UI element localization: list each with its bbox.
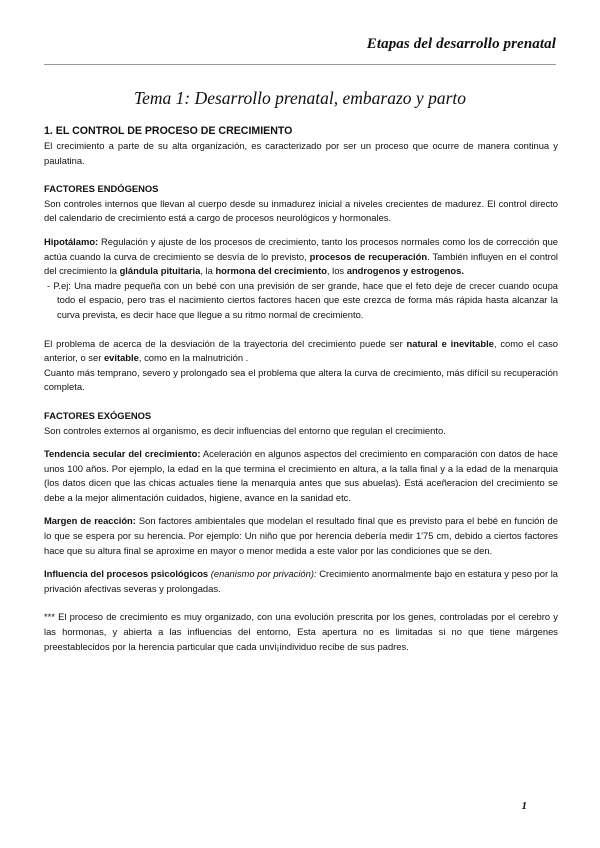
text-run: . También influyen en el control del crecimiento la <box>44 250 558 277</box>
header-divider <box>44 64 556 65</box>
term-label: Margen de reacción: <box>44 515 136 527</box>
section-heading: 1. EL CONTROL DE PROCESO DE CRECIMIENTO <box>44 125 293 137</box>
subheading-endogenos: FACTORES ENDÓGENOS <box>44 183 159 195</box>
text-run: Son factores ambientales que modelan el resultado final que es previsto para el bebé en función de lo que se espera por su herencia. Por ejemplo: Un niño que por herencia debería medir 1'75 cm, debido a ciertos factores hace que su altura final se aproxime en mayor o menor medida a este valor por las condiciones que se den. <box>44 515 558 556</box>
term-label: Tendencia secular del crecimiento: <box>44 448 201 460</box>
term-emphasis: natural e inevitable <box>406 337 494 349</box>
term-emphasis: glándula pituitaria <box>119 265 201 277</box>
hipotalamo-paragraph <box>44 235 558 279</box>
text-run: , como el caso anterior, o ser <box>44 337 558 364</box>
summary-note: *** El proceso de crecimiento es muy organizado, con una evolución prescrita por los genes, controladas por el cerebro y las hormonas, y abierta a las influencias del entorno, Esta apertura no es limitadas si no que tiene márgenes preestablecidos por la herencia particular que cada unvi¡individuo recibe de sus padres. <box>44 611 558 652</box>
term-emphasis: androgenos y estrogenos. <box>346 265 464 277</box>
tendencia-paragraph <box>44 447 558 505</box>
text-run: Crecimiento anormalmente bajo en estatura y peso por la privación afectivas severas y prolongadas. <box>44 568 558 594</box>
text-run: Regulación y ajuste de los procesos de crecimiento, tanto los procesos normales como los de corrección que actúa cuando la curva de crecimiento se desvía de lo previsto, <box>44 235 558 262</box>
text-run: , los <box>326 265 347 277</box>
running-header: Etapas del desarrollo prenatal <box>366 36 556 52</box>
text-run: , como en la malnutrición . <box>138 352 249 364</box>
text-run: , la <box>200 265 216 277</box>
term-italic: (enanismo por privación): <box>208 568 317 580</box>
example-bullet: - P.ej: Una madre pequeña con un bebé con una previsión de ser grande, hace que el feto deje de crecer cuando ocupa todo el espacio, pero tras el nacimiento ciertos factores hacen que este crezca de forma más rápida hasta alcanzar la curva prevista, es decir hace que llegue a su ritmo normal de crecimiento. <box>47 279 558 320</box>
exogenos-paragraph: Son controles externos al organismo, es decir influencias del entorno que regulan el crecimiento. <box>44 424 446 436</box>
term-label: Influencia del procesos psicológicos <box>44 568 209 580</box>
endogenos-paragraph: Son controles internos que llevan al cuerpo desde su inmadurez inicial a niveles crecientes de madurez. El control directo del calendario de crecimiento está a cargo de procesos neurológicos y hormonales. <box>44 197 558 224</box>
intro-paragraph: El crecimiento a parte de su alta organización, es caracterizado por ser un proceso que ocurre de manera continua y paulatina. <box>44 140 558 166</box>
page-number: 1 <box>521 800 527 812</box>
term-emphasis: evitable <box>103 352 139 364</box>
text-run: El problema de acerca de la desviación de la trayectoria del crecimiento puede ser <box>44 337 407 349</box>
margen-paragraph <box>44 514 558 558</box>
term-label: Hipotálamo: <box>44 235 99 247</box>
recovery-paragraph: Cuanto más temprano, severo y prolongado sea el problema que altera la curva de crecimiento, más difícil su recuperación completa. <box>44 366 558 393</box>
text-run: Aceleración en algunos aspectos del crecimiento en comparación con datos de hace unos 100 años. Por ejemplo, la edad en la que termina el crecimiento en altura, a la talla final y a la edad de la menarquia (los datos dicen que las chicas actuales tiene la menarquia antes que sus abuelas). Está aceñeracion del crecimiento se debe a la mejor alimentación cuidados, higiene, avance en la sanidad etc. <box>44 448 558 503</box>
document-body <box>44 123 558 654</box>
term-emphasis: hormona del crecimiento <box>215 265 327 277</box>
problem-paragraph <box>44 337 558 366</box>
document-title: Tema 1: Desarrollo prenatal, embarazo y parto <box>133 88 466 108</box>
psicologicos-paragraph <box>44 567 558 596</box>
term-emphasis: procesos de recuperación <box>309 250 428 262</box>
subheading-exogenos: FACTORES EXÓGENOS <box>44 409 152 421</box>
